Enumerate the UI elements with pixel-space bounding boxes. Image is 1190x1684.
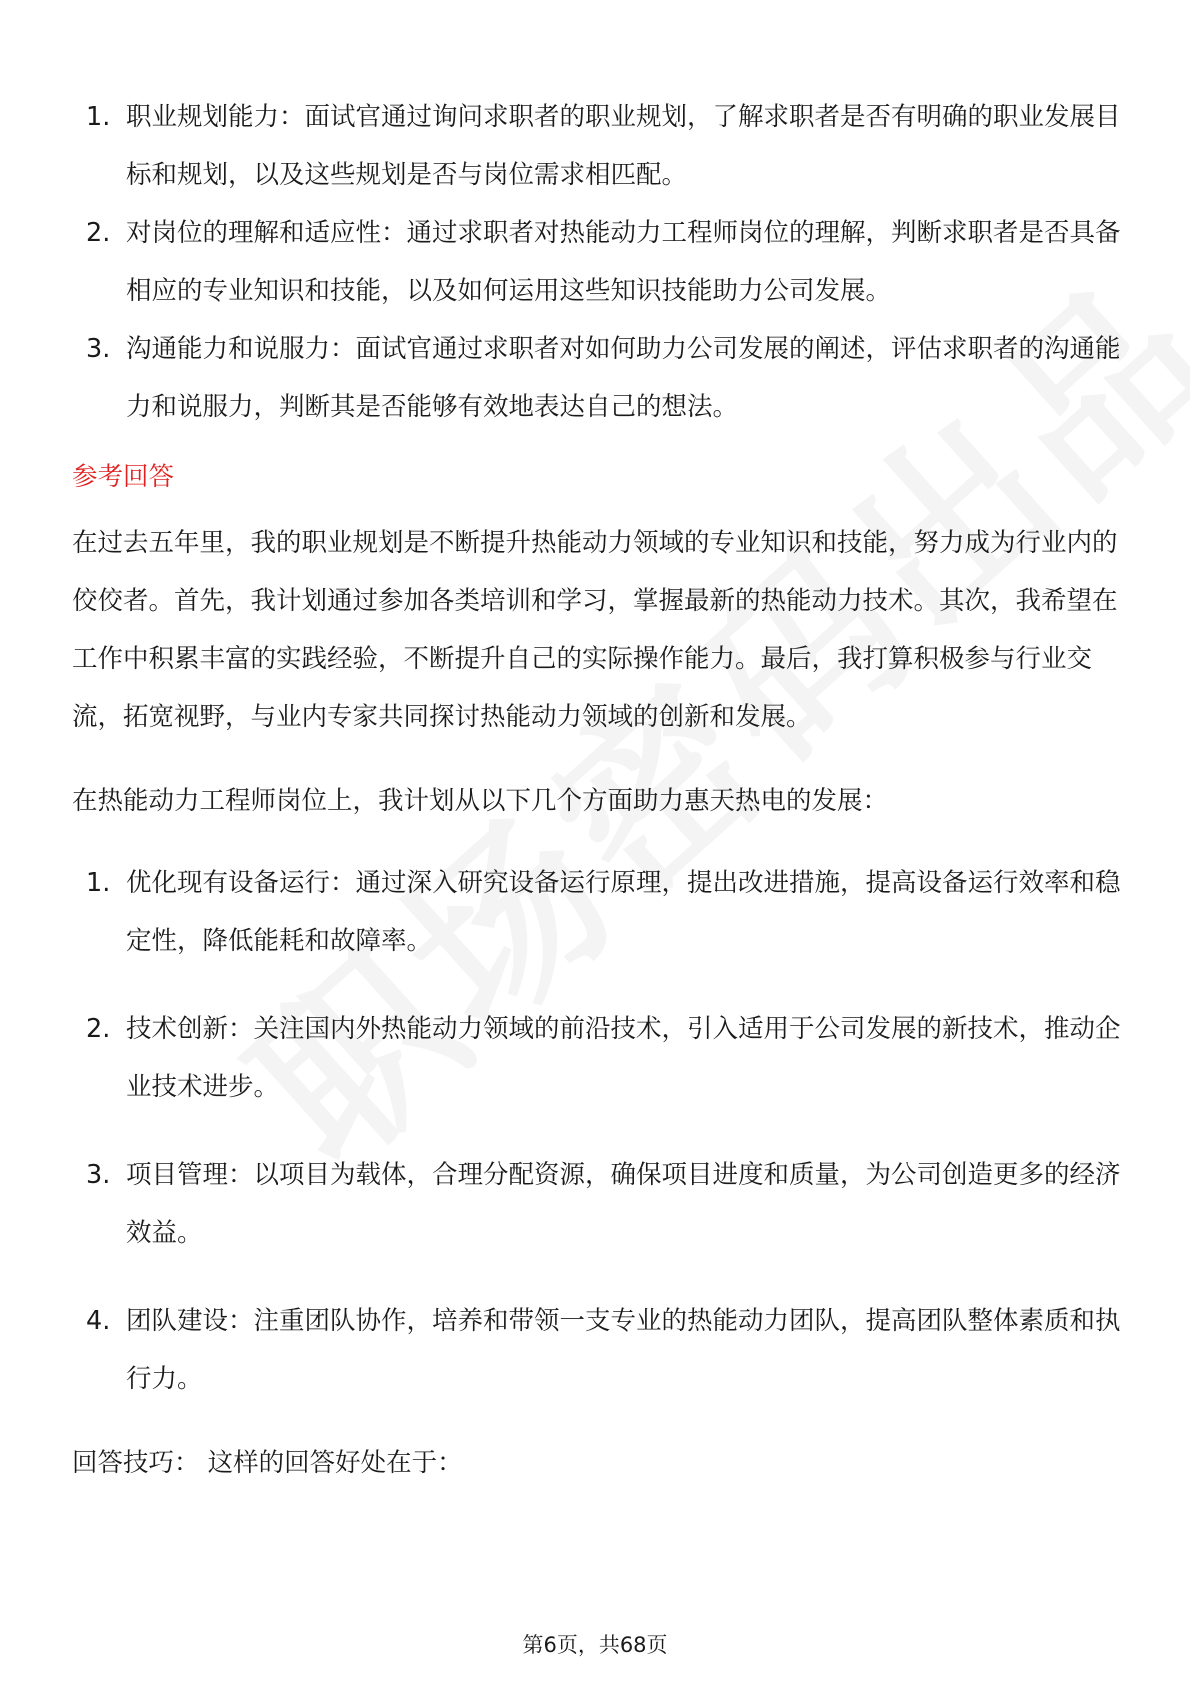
list-item <box>72 1146 1122 1262</box>
list-item-text: 对岗位的理解和适应性：通过求职者对热能动力工程师岗位的理解，判断求职者是否具备相应的专业知识和技能，以及如何运用这些知识技能助力公司发展。 <box>126 218 1121 306</box>
list-item <box>72 204 1122 320</box>
page-content <box>72 88 1122 1492</box>
list-item-text: 优化现有设备运行：通过深入研究设备运行原理，提出改进措施，提高设备运行效率和稳定性，降低能耗和故障率。 <box>126 868 1121 956</box>
list-item-number: 2. <box>86 1014 111 1044</box>
list-item-text: 项目管理：以项目为载体，合理分配资源，确保项目进度和质量，为公司创造更多的经济效益。 <box>126 1160 1121 1248</box>
list-item-text: 团队建设：注重团队协作，培养和带领一支专业的热能动力团队，提高团队整体素质和执行力。 <box>126 1306 1121 1394</box>
answer-list <box>72 854 1122 1408</box>
answer-paragraph-2: 在热能动力工程师岗位上，我计划从以下几个方面助力惠天热电的发展： <box>72 786 889 816</box>
list-item-number: 4. <box>86 1306 111 1336</box>
list-item <box>72 1292 1122 1408</box>
answer-paragraph-1: 在过去五年里，我的职业规划是不断提升热能动力领域的专业知识和技能，努力成为行业内的佼佼者。首先，我计划通过参加各类培训和学习，掌握最新的热能动力技术。其次，我希望在工作中积累丰富的实践经验，不断提升自己的实际操作能力。最后，我打算积极参与行业交流，拓宽视野，与业内专家共同探讨热能动力领域的创新和发展。 <box>72 528 1118 732</box>
list-item-number: 1. <box>86 102 111 132</box>
questions-list <box>72 88 1122 436</box>
list-item-text: 技术创新：关注国内外热能动力领域的前沿技术，引入适用于公司发展的新技术，推动企业技术进步。 <box>126 1014 1121 1102</box>
list-item <box>72 854 1122 970</box>
reference-answer-heading: 参考回答 <box>72 462 175 492</box>
list-item <box>72 320 1122 436</box>
list-item-number: 3. <box>86 334 111 364</box>
list-item-text: 沟通能力和说服力：面试官通过求职者对如何助力公司发展的阐述，评估求职者的沟通能力和说服力，判断其是否能够有效地表达自己的想法。 <box>126 334 1121 422</box>
list-item <box>72 88 1122 204</box>
answer-tips-line: 回答技巧： 这样的回答好处在于： <box>72 1448 463 1478</box>
list-item <box>72 1000 1122 1116</box>
list-item-number: 3. <box>86 1160 111 1190</box>
list-item-number: 2. <box>86 218 111 248</box>
list-item-number: 1. <box>86 868 111 898</box>
list-item-text: 职业规划能力：面试官通过询问求职者的职业规划，了解求职者是否有明确的职业发展目标和规划，以及这些规划是否与岗位需求相匹配。 <box>126 102 1121 190</box>
page-number-footer: 第6页，共68页 <box>522 1633 668 1657</box>
